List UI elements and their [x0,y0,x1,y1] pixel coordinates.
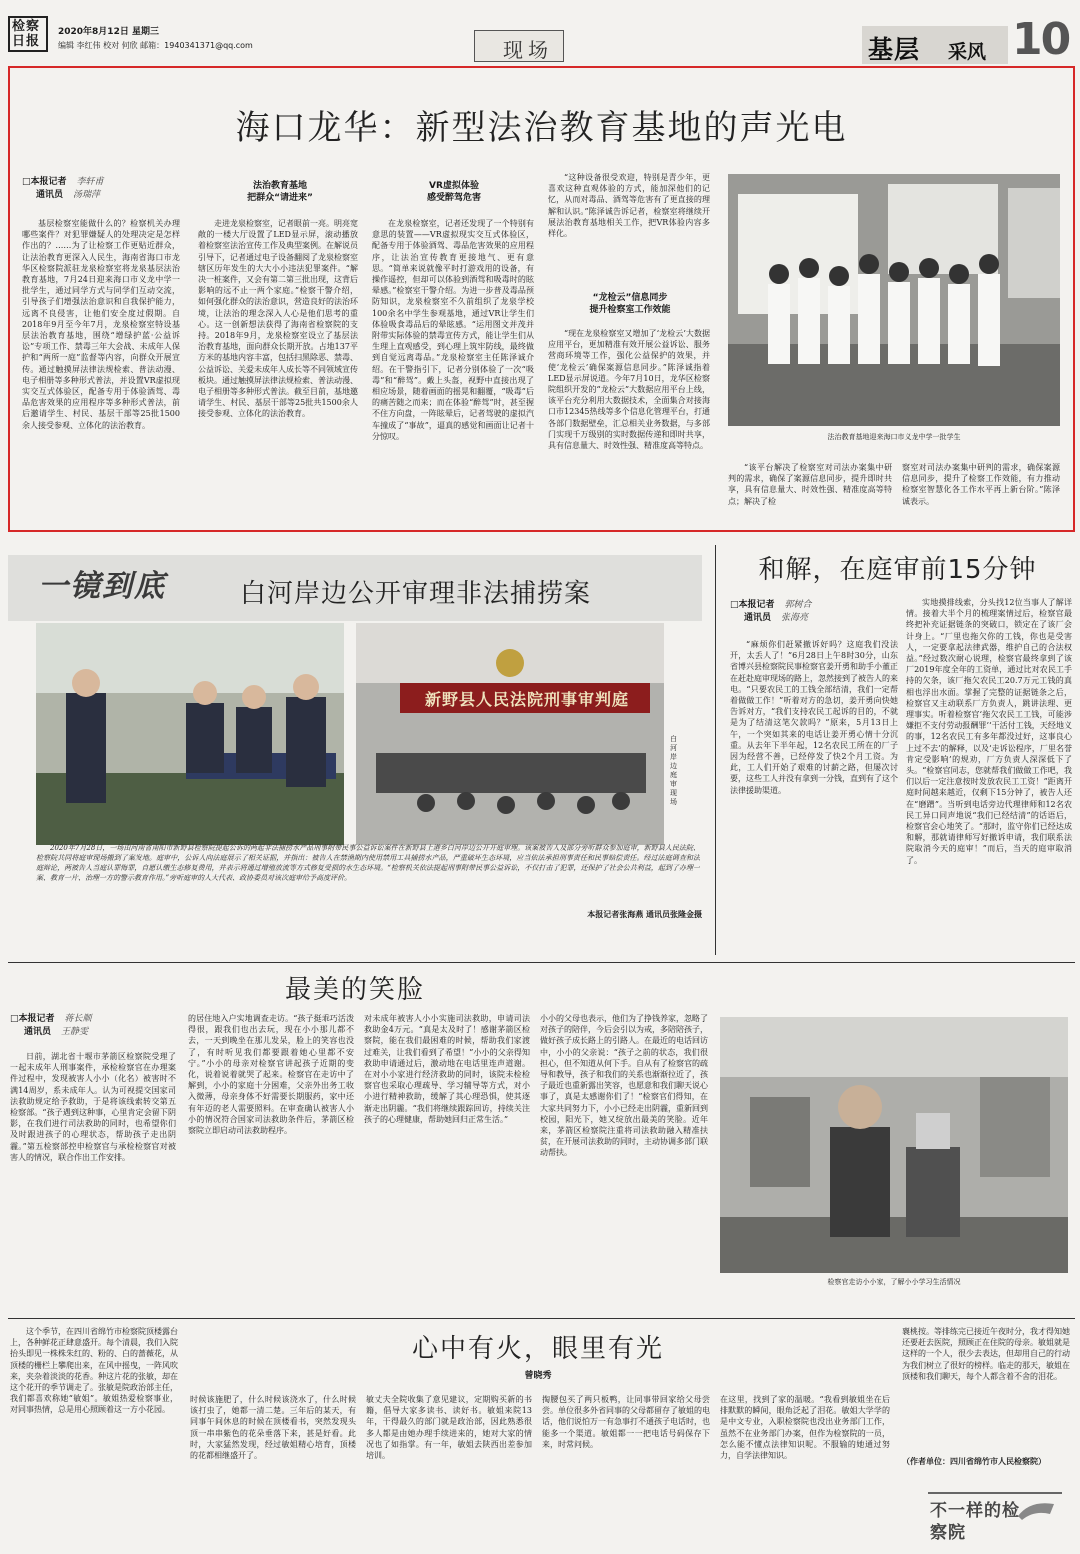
article-title: 海口龙华：新型法治教育基地的声光电 [235,108,848,148]
article-text: 掏腰包买了两只板鸭，让同事带回家给父母尝尝。单位很多外省同事的父母都留存了敏姐的电话，他们说怕万一有急事打不通孩子电话时，也能多一个渠道。敏姐都一一把电话号码保存下来，时常问候。 [542,1395,710,1449]
subheading: “龙检云”信息同步 提升检察室工作效能 [589,293,671,315]
page-number: 10 [1012,14,1070,65]
article-text: 基层检察室能做什么的？检察机关办理哪些案件？对犯罪嫌疑人的处理决定是怎样作出的？……为了让检察工作更贴近群众，让法治教育更深入人民生，海南省海口市龙华区检察院派驻龙泉检察室将龙泉基层法治教育基地，7月24日迎来海口市义龙中学一批学生，通过同学方式与同学们互动交流，引导孩子们增强法治意识和自我保护能力，远离不良侵害，让他们安全度过假期。自2018年9月至今年7月，龙泉检察室特设基层法治教育基地，围绕“增绿护蓝·公益诉讼”专项工作、禁毒三年大会战、未成年人保护和“两所一庭”监督等内容，向群众开展宣传。通过触摸屏法律法规检索、普法动漫、电子相册等多种形式普法，并设置VR虚拟现实交互式体验区，配备专用于体验酒驾、毒品危害效果的应用程序等多种形式普法，前后邀请学生、村民、基层干部等25批1500余人接受参观、立体化的法治教育。 [22,219,180,430]
article-reconcile [720,545,1075,965]
column-tag-text: 现场 [503,38,553,62]
issue-date: 2020年8月12日 星期三 [58,27,159,37]
logo: 检察日报 [8,16,48,52]
photo-credit: 本报记者张海燕 通讯员张隆金摄 [587,910,702,919]
section-label: 基层 [868,35,921,64]
masthead [0,0,1080,64]
photo-caption: 检察官走访小小家，了解小小学习生活情况 [827,1278,961,1286]
article-text: “该平台解决了检察室对司法办案集中研判的需求，确保了案源信息同步，提升即时共享，具有信息量大、时效性强、精准度高等特点；解决了检 [728,463,892,506]
photo-courtroom-image [356,623,664,845]
article-baihe [0,545,710,930]
article-text: 在这里，找到了家的温暖。“我看到敏姐坐在后排默默的瞬间，眼角泛起了泪花。敏姐大学学的是中文专业，入职检察院也没出业务部门工作，虽然不在业务部门办案，但作为检察院的一员，怎么能不懂点法律知识呢。不服输的她通过努力，自学法律知识。 [720,1395,890,1461]
side-caption: 白河岸边庭审现场 [670,735,677,806]
subheading: VR虚拟体验 感受醉驾危害 [426,181,481,203]
stamp-label: 不一样的检察院 [930,1501,1020,1543]
banner-text: 新野县人民法院刑事审判庭 [424,690,629,709]
article-byline: □本报记者 郭树合 通讯员 张海亮 [730,600,812,623]
photo-students [728,174,1060,426]
article-text: “这种设备很受欢迎，特别是青少年，更喜欢这种直观体验的方式，能加深他们的记忆，从而对毒品、酒驾等危害有了更直接的理解和认识。”陈泽诚告诉记者，检察室将继续开展法治教育基地相关工作，把VR体验内容多样化。 [548,173,710,239]
article-text: 对未成年被害人小小实施司法救助，申请司法救助金4万元。“真是太及时了！感谢茅箭区检察院，能在我们最困难的时候，帮助我们家渡过难关，让我们看到了希望！”小小的父亲得知救助申请通过后，激动地在电话里连声道谢。在对小小家进行经济救助的同时，该院未检检察官也采取心理疏导、学习辅导等方式，对小小进行精神救助，缓解了其心理恐惧，使其逐渐走出阴霾。“我们将继续跟踪回访，持续关注孩子的心理健康，帮助她回归正常生活。” [364,1014,530,1124]
column-tag [474,30,564,62]
article-heart [0,1320,1080,1554]
article-text: 时候该施肥了，什么时候该浇水了，什么时候该打虫了，她都一清二楚。三年后的某天，有同事午间休息的时候在顶楼看书，突然发现头顶一串串紫色的花朵垂落下来，甚是好看。此时，大家猛然发现，经过敏姐精心培育，顶楼的花都相继盛开了。 [190,1395,356,1461]
author-affiliation: （作者单位：四川省绵竹市人民检察院） [902,1456,1046,1466]
section-rule [8,962,1075,963]
article-title: 和解，在庭审前15分钟 [758,555,1037,585]
article-text: 的居住地入户实地调查走访。“孩子挺乖巧活泼得很，跟我们也出去玩，现在小小那儿都不去，一天到晚坐在那儿发呆，脸上的笑容也没了，有时听见我们都要跟着她心里都不安宁。”小小的母亲对检察官讲起孩子近期的变化，说着说着就哭了起来。检察官在走访中了解到，小小的家庭十分困难，父亲外出务工收入微薄，母亲身体不好需要长期服药，家中还有年迈的老人需要照料。在审查确认被害人小小的情况符合国家司法救助条件后，茅箭区检察院立即启动司法救助程序。 [188,1014,354,1136]
photo-court-officials-image [36,623,344,845]
article-text: “麻烦你们赶紧撤诉好吗？这庭我们没法开，太丢人了！”6月28日上午8时30分，山东省博兴县检察院民事检察官姜开勇和助手小董正在赶赴庭审现场的路上，忽然接到了被告人的来电。“只要农民工的工钱全部结清，我们一定帮着做做工作！”听着对方的急切，姜开勇向快她告诉对方，“我们支持农民工起诉的目的，不就是为了结清这笔欠款吗？”原来，5月13日上午，一个突如其来的电话让姜开勇心情十分沉重。从去年下半年起，12名农民工所在的厂子因为经营不善，已经停发了快2个月工资。为此，工人们开始了艰难的讨薪之路，但屡次讨要，这些工人并没有拿到一分钱，直到有了这个法律援助渠道。 [730,640,898,795]
section-banner [862,26,1008,64]
editor-info: 编辑 李红伟 校对 何欣 邮箱：1940341371@qq.com [58,41,253,50]
article-text: 敏丈夫全院收集了意见建议，定期购买新的书籍，倡导大家多读书、读好书。敏姐来院13年，干得最久的部门就是政治部，因此熟悉很多人都是由她办理手续进来的，她对大家的情况也了如指掌。有一年，敏姐去陕西出差参加培训。 [366,1395,532,1461]
subheading: 法治教育基地 把群众“请进来” [247,181,313,203]
article-text: 日前，湖北省十堰市茅箭区检察院受理了一起未成年人刑事案件，承检检察官在办理案件过程中，发现被害人小小（化名）被害时不满14周岁，系未成年人。认为可视提交国家司法救助规定给予救助，于是将该线索转交第五检察部。“孩子遇到这种事，心里肯定会留下阴影，在我们进行司法救助的同时，也希望你们及时跟进孩子的心理状态，帮助孩子走出阴霾。”第五检察部控申检察官与承检检察官对被害人的情况，联合作出工作安排。 [10,1052,176,1162]
article-smile [0,965,1080,1315]
article-text: 走进龙泉检察室，记者眼前一亮。明亮宽敞的一楼大厅设置了LED显示屏，滚动播放着检察室法治宣传工作及典型案例。在解说员引导下，记者通过电子设备翻阅了龙泉检察室辖区历年发生的大大小小违法犯罪案件。“解决一桩案件，又会有第二第三批出现，这背后影响的远不止一两个家庭。”检察干警介绍，如何强化群众的法治意识，营造良好的法治环境，让法治的理念深入人心是他们思考的重心。这一创新想法获得了海南省检察院的支持。2018年9月，龙泉检察室设立了基层法治教育基地，面向群众长期开放。占地137平方米的基地内容丰富，包括扫黑除恶、禁毒、公益诉讼、关爱未成年人成长等不同领域宣传板块。通过触摸屏法律法规检索、普法动漫、电子相册等多种形式普法。截至目前，基地邀请学生、村民、基层干部等25批共1500余人接受参观、立体化的法治教育。 [198,219,358,419]
column-rule [715,545,716,955]
article-byline: □本报记者 蒋长顺 通讯员 王静雯 [10,1014,92,1037]
article-text: 在龙泉检察室，记者还发现了一个特别有意思的装置——VR虚拟现实交互式体验区，配备专用于体验酒驾、毒品危害效果的应用程序，让法治宣传教育更接地气、更有意思。“简单来说就像平时打游戏用的设备，有操作遥控，但却可以体验到酒驾和吸毒时的眩晕感。”检察室干警介绍。为进一步普及毒品预防知识，龙泉检察室不久前组织了龙泉学校100余名中学生参观基地，通过VR让学生们体验吸食毒品后的晕眩感。“运用图文并茂并附带实际体验的禁毒宣传方式，能让学生们从生理上直观感受，到心理上筑牢防线，最终做到自觉远离毒品。”龙泉检察室主任陈泽诚介绍。在干警指引下，记者分别体验了一次“吸毒”和“醉驾”。戴上头盔，视野中直接出现了相应场景，随着画面的摇晃和翻覆，“吸毒”后的痛苦随之而来；而在体验“醉驾”时，甚至握不住方向盘，一阵眩晕后，记者驾驶的虚拟汽车撞成了“事故”，逼真的感觉和画面让记者十分惊叹。 [372,219,534,441]
photo-home-visit-image [720,1017,1068,1273]
article-text: 这个季节，在四川省绵竹市检察院顶楼露台上，各种鲜花正肆意盛开。每个清晨，我们入院抬头即见一株株朱红的、粉的、白的蔷薇花，从顶楼的栅栏上攀爬出来，在风中摇曳，一阵风吹来，夹杂着淡淡的花香。种这片花的张敏，却在这个花开的季节调走了。张敏是院政治部主任，我们都喜欢称她“敏姐”。敏姐热爱检察事业，对同事热情，总是用心照顾着这一方小花园。 [10,1327,178,1415]
column-stamp [928,1492,1062,1550]
section-rule [8,1318,1075,1319]
article-title: 最美的笑脸 [284,975,425,1005]
photo-court-officials [36,623,344,845]
photo-text: 2020年7月28日，一场由河南省南阳市新野县检察院提起公诉的两起非法捕捞水产品刑事附带民事公益诉讼案件在新野县上港乡白河岸边公开开庭审理。该案被告人及部分旁听群众参加庭审，新野县人民法院、检察院共同将庭审现场搬到了案发地。庭审中，公诉人向法庭展示了相关证据，并指出：被告人在禁渔期内使用禁用工具捕捞水产品，严重破坏生态环境，应当依法承担刑事责任和民事赔偿责任。经过法庭调查和法庭辩论，两被告人当庭认罪悔罪，自愿认缴生态修复费用，并表示将通过增殖放流等方式修复受损的水生态环境。“检察机关依法提起刑事附带民事公益诉讼，不仅打击了犯罪，还保护了社会公共利益，起到了办理一案、教育一片、治理一方的警示教育作用。”旁听庭审的人大代表、政协委员对该次庭审给予高度评价。 [36,844,700,882]
article-author: 曾晓秀 [524,1371,552,1381]
article-text: 小小的父母也表示，他们为了挣钱养家，忽略了对孩子的陪伴，今后会引以为戒，多陪陪孩子，做好孩子成长路上的引路人。在最近的电话回访中，小小的父亲说：“孩子之前的状态，我们很担心，但不知道从何下手。自从有了检察官的疏导和教导，孩子和我们的关系也渐渐拉近了，孩子最近也重新露出笑容，也愿意和我们聊天说心事了，真是太感谢你们了！”检察官们得知，在大家共同努力下，小小已经走出阴霾，重新回到校园，阳光下，她又绽放出最美的笑脸。近年来，茅箭区检察院注重将司法救助融入精准扶贫，在开展司法救助的同时，主动协调多部门联动帮扶。 [540,1014,708,1158]
article-title: 心中有火，眼里有光 [411,1334,664,1364]
article-byline: □本报记者 李轩甫 通讯员 汤瑞萍 [22,177,104,200]
photo-courtroom [356,623,664,845]
photo-students-image [728,174,1060,426]
article-text: 实地摸排线索，分头找12位当事人了解详情。接着大半个月的梳理案情过后，检察官最终把补充证据链条的突破口，锁定在了该厂会计身上。“厂里也拖欠你的工钱，你也是受害人，一定要拿起法律武器，维护自己的合法权益。”经过数次耐心说理，检察官最终拿到了该厂2019年度全年的工资单，通过比对农民工手持的欠条，该厂拖欠农民工20.7万元工钱的真相也浮出水面。掌握了完整的证据链条之后，检察官又主动联系厂方负责人，跳讲法理、更理事实。听着检察官‘拖欠农民工工钱，可能涉嫌拒不支付劳动报酬罪’‘干活付工钱，天经地义的事，12名农民工有多年都没过好，这事良心上过不去’的解释，以及‘走诉讼程序，厂里名誉肯定受影响’的规劝，厂方负责人深深低下了头。“检察官同志，您就帮我们做做工作吧，我们以后一定注意按时发放农民工工资！”距离开庭时间越来越近，仅剩下15分钟了，被告人还在“磨蹭”。当听到电话旁边代理律师和12名农民工异口同声地说“我们已经结清”的话语后，检察官会心地笑了。“那时，监守你们已经达成和解，那就请律师写好撤诉申请，我们联系法院取消今天的庭审！”而后，当天的庭审取消了。 [906,598,1072,865]
kicker: 一镜到底 [38,569,166,604]
article-text: 察室对司法办案集中研判的需求，确保案源信息同步，提升了检察工作效能，有力推动检察室智慧化各工作水平再上新台阶。”陈泽诚表示。 [902,463,1060,506]
article-text: “现在龙泉检察室又增加了‘龙检云’大数据应用平台，更加精准有效开展公益诉讼、服务营商环境等工作，强化公益保护的效果，并使‘龙检云’确保案源信息同步。”陈泽诚指着LED显示屏说道。今年7月10日，龙华区检察院组织开发的“龙检云”大数据应用平台上线，该平台充分利用大数据技术，全面集合对接海口市12345热线等多个信息化管理平台，打通各部门数据壁垒，汇总相关业务数据，与多部门实现千万级别的实时数据传递和即时共享，具有信息量大、时效性强、精准度高等特点。 [548,329,710,451]
section-sub: 采风 [948,41,987,63]
article-title: 白河岸边公开审理非法捕捞案 [240,579,592,609]
photo-caption: 法治教育基地迎来海口市义龙中学一批学生 [827,433,961,441]
photo-home-visit [720,1017,1068,1273]
article-text: 襄桃按。等排练完已接近午夜时分，我才得知她还要赶去医院，照顾正在住院的母亲。敏姐就是这样的一个人，很少去表达，但却用自己的行动为我们树立了很好的榜样。临走的那天，敏姐在顶楼和我们聊天，每个人都含着不舍的泪花。 [902,1327,1070,1381]
article-haikou [8,66,1075,532]
